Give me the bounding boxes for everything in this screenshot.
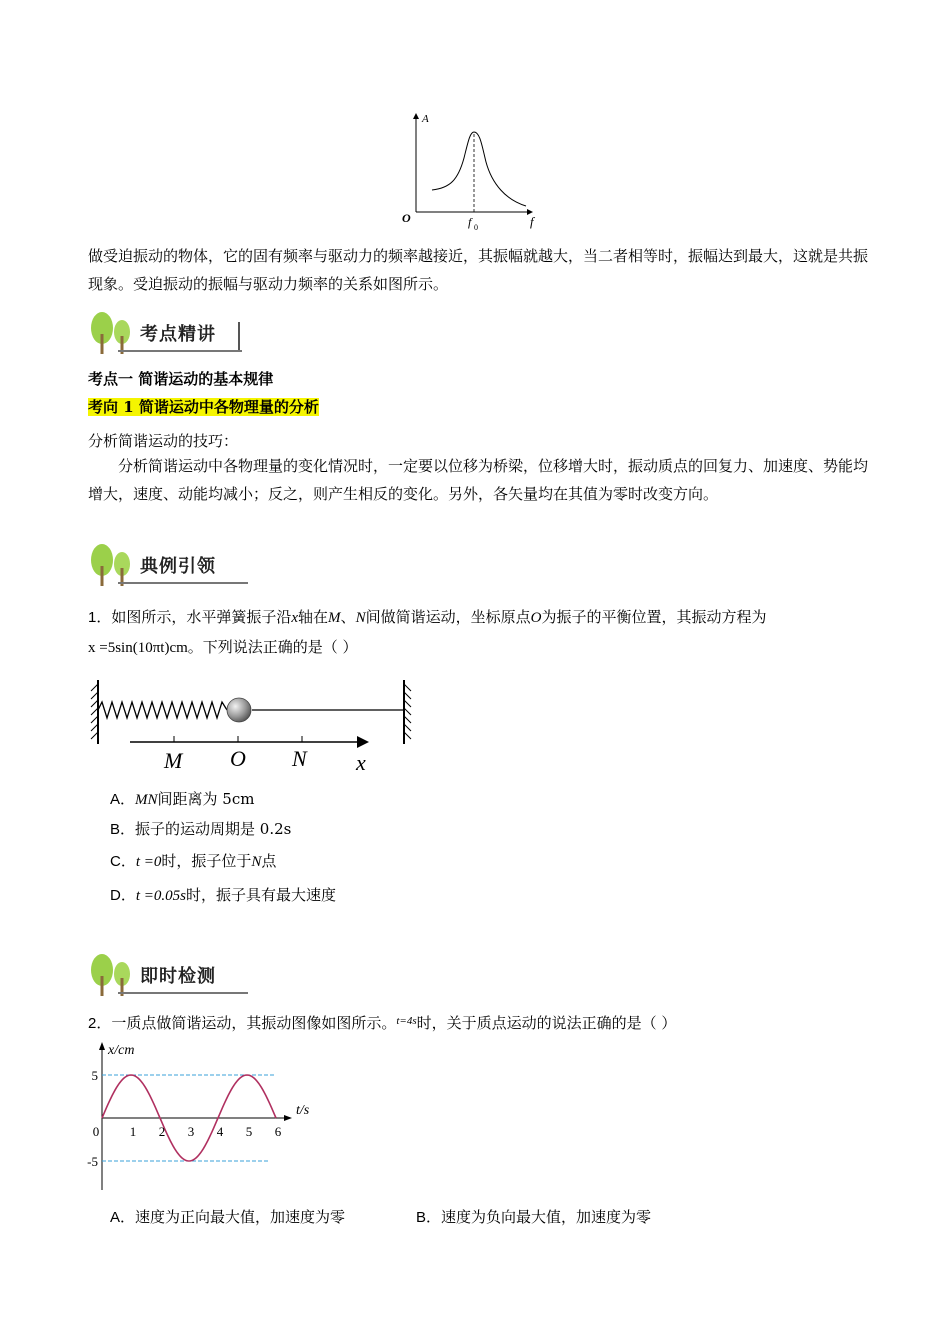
left-wall [91, 680, 98, 744]
x-tick-label: 5 [245, 1124, 253, 1139]
resonance-y-label: A [422, 113, 429, 125]
spring-oscillator-figure [86, 676, 426, 780]
intro-paragraph: 做受迫振动的物体，它的固有频率与驱动力的频率越接近，其振幅就越大，当二者相等时，振幅达到最大，这就是共振现象。受迫振动的振幅与驱动力频率的关系如图所示。 [88, 247, 869, 293]
resonance-curve-figure [398, 110, 548, 234]
x-axis-arrow [284, 1115, 292, 1121]
banner-underline [118, 582, 248, 584]
q1-option-a[interactable] [110, 788, 254, 809]
q2-text: 一质点做简谐运动，其振动图像如图所示。 [111, 1014, 397, 1032]
option-var: N [251, 854, 262, 870]
y-tick-label: -5 [87, 1154, 98, 1169]
option-text: 速度为正向最大值，加速度为零 [135, 1208, 346, 1226]
label-o: O [230, 746, 246, 771]
option-label: B． [416, 1209, 442, 1226]
q1-option-d[interactable] [110, 884, 336, 905]
q1-var-o: O [530, 610, 542, 626]
label-n: N [292, 746, 307, 771]
x-axis-label: t/s [296, 1103, 310, 1118]
banner-bar [238, 322, 240, 350]
q2-option-b[interactable] [416, 1206, 651, 1227]
resonance-curve [432, 132, 526, 206]
q2-option-a[interactable] [110, 1206, 345, 1227]
y-axis-label: x/cm [108, 1043, 135, 1058]
q1-number: 1． [88, 609, 112, 626]
q1-text: 间做简谐运动，坐标原点 [365, 608, 531, 626]
skills-body: 分析简谐运动中各物理量的变化情况时，一定要以位移为桥梁，位移增大时，振动质点的回复力、加速度、势能均增大，速度、动能均减小；反之，则产生相反的变化。另外，各矢量均在其值为零时改变方向。 [88, 457, 869, 503]
x-tick-label: 1 [129, 1124, 137, 1139]
option-text: 速度为负向最大值，加速度为零 [441, 1208, 652, 1226]
q1-var-m: M [328, 610, 341, 626]
right-wall [404, 680, 411, 744]
option-label: A． [110, 1209, 136, 1226]
q1-text: 轴在 [298, 608, 329, 626]
option-var: MN [135, 792, 158, 808]
section-title-kaodian: 考点精讲 [140, 324, 216, 345]
q1-equation: x =5sin(10πt)cm [88, 640, 188, 656]
q2-number: 2． [88, 1015, 112, 1032]
vibration-graph [80, 1038, 330, 1198]
banner-underline [118, 350, 242, 352]
x-tick-label: 3 [187, 1124, 195, 1139]
section-banner-kaodian [88, 310, 248, 356]
label-x: x [356, 750, 366, 775]
option-label: D． [110, 887, 136, 904]
section-title-dianli: 典例引领 [140, 556, 216, 577]
option-text: 时，振子具有最大速度 [185, 886, 336, 904]
q1-var-x: x [291, 610, 299, 626]
option-math: t =0 [135, 854, 162, 870]
option-text: 点 [261, 852, 277, 870]
section-banner-dianli [88, 542, 248, 588]
resonance-peak-label: f [468, 215, 472, 229]
option-text: 间距离为 5cm [157, 790, 255, 808]
y-axis-arrow [99, 1042, 105, 1050]
q1-stem-line1 [88, 606, 766, 627]
spring [98, 702, 227, 718]
q1-text: 如图所示，水平弹簧振子沿 [111, 608, 292, 626]
option-math: t =0.05s [135, 888, 186, 904]
y-tick-label: 5 [91, 1068, 98, 1083]
kaodian-heading: 考点一 简谐运动的基本规律 [88, 370, 274, 388]
resonance-peak-subscript: 0 [474, 223, 478, 232]
q1-text: 。下列说法正确的是（ ） [187, 638, 358, 656]
kaoxiang-heading [88, 396, 319, 417]
option-text: 振子的运动周期是 0.2s [135, 820, 292, 838]
label-m: M [164, 748, 183, 773]
x-tick-label: 0 [92, 1124, 100, 1139]
q1-var-n: N [355, 610, 366, 626]
oscillator-ball [227, 698, 251, 722]
q2-time: t=4s [396, 1015, 417, 1027]
resonance-x-label: f [530, 214, 534, 229]
banner-underline [118, 992, 248, 994]
q1-text: 、 [340, 608, 356, 626]
section-title-jishi: 即时检测 [140, 966, 216, 987]
kaoxiang-heading-text: 考向 1 简谐运动中各物理量的分析 [88, 398, 319, 416]
option-label: A． [110, 791, 136, 808]
x-tick-label: 4 [216, 1124, 224, 1139]
option-label: C． [110, 853, 136, 870]
q2-text: 时，关于质点运动的说法正确的是（ ） [416, 1014, 677, 1032]
q1-stem-line2 [88, 636, 358, 657]
q2-stem [88, 1012, 676, 1033]
q1-text: 为振子的平衡位置，其振动方程为 [541, 608, 767, 626]
q1-option-c[interactable] [110, 850, 276, 871]
option-label: B． [110, 821, 136, 838]
x-tick-label: 6 [274, 1124, 282, 1139]
skills-title: 分析简谐运动的技巧： [88, 432, 239, 450]
option-text: 时，振子位于 [161, 852, 252, 870]
q1-option-b[interactable] [110, 818, 291, 839]
x-tick-label: 2 [158, 1124, 166, 1139]
resonance-origin-label: O [402, 211, 411, 225]
section-banner-jishi [88, 952, 248, 998]
